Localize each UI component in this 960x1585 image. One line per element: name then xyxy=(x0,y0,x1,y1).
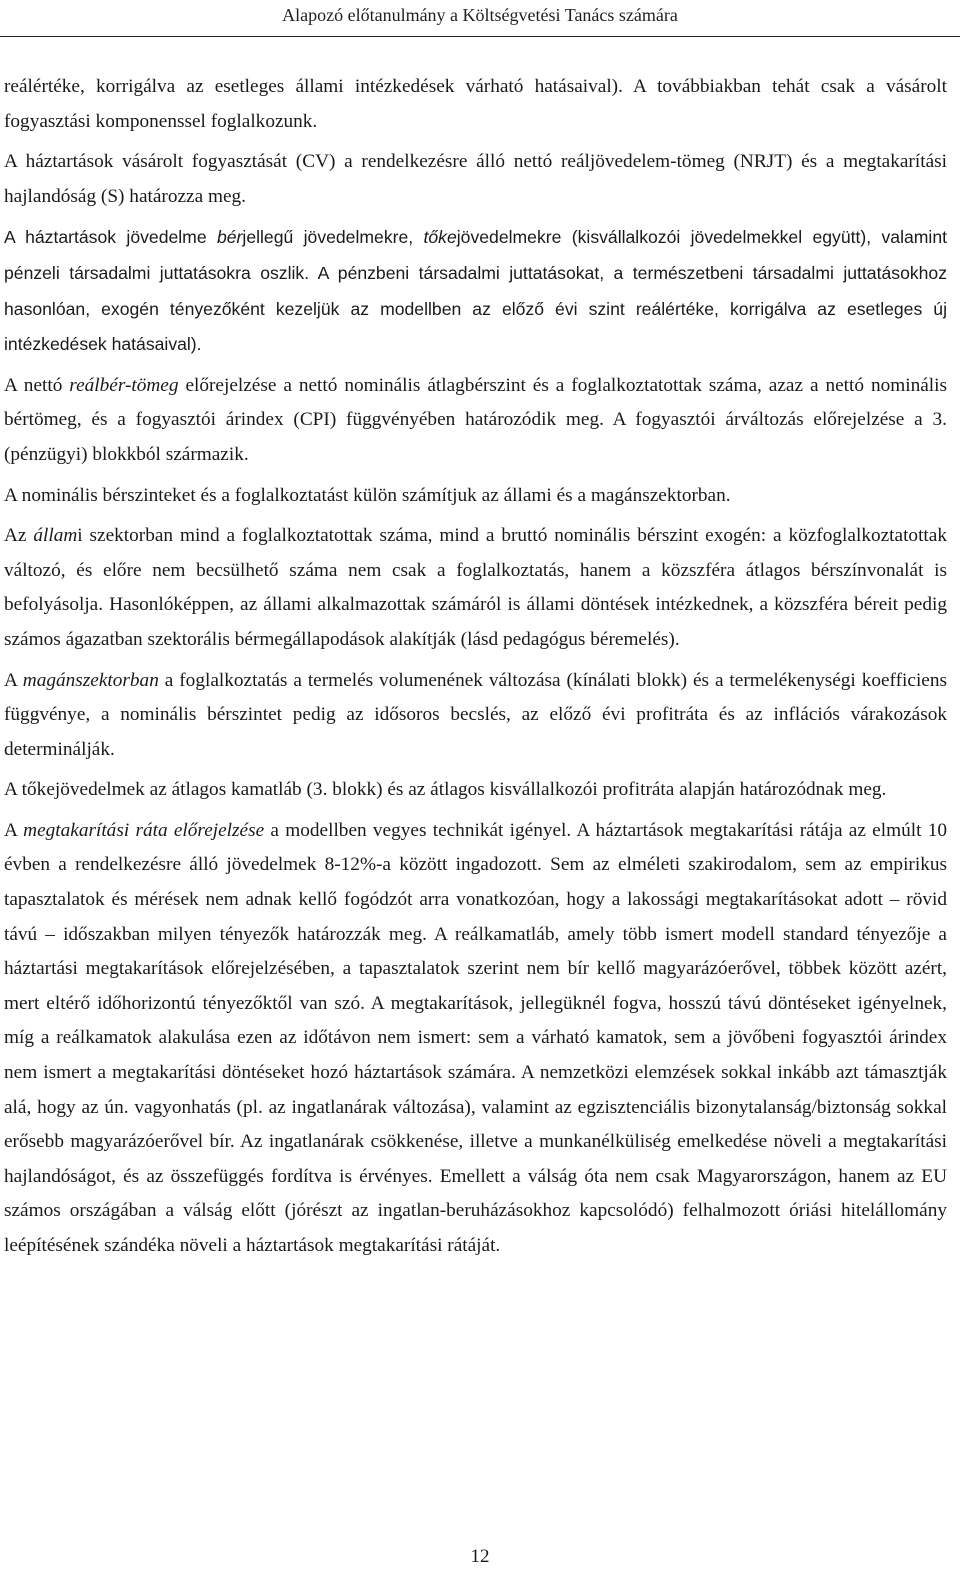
paragraph-9-emphasis: megtakarítási ráta előrejelzése xyxy=(23,819,265,841)
paragraph-7-part-c: a foglalkoztatás a termelés volumenének változása (kínálati blokk) és a termelékenységi koefficiens függvénye, a nominális bérszintet pedig az idősoros becslés, az előző évi profitráta és az inflációs várakozások determinálják. xyxy=(4,669,948,760)
paragraph-9-part-c: a modellben vegyes technikát igényel. A háztartások megtakarítási rátája az elmúlt 10 évben a rendelkezésre álló jövedelmek 8-12%-a között ingadozott. Sem az elméleti szakirodalom, sem az empirikus tapasztalatok és mérések nem adnak kellő fogódzót arra vonatkozóan, hogy a lakossági megtakarításokat adott – rövid távú – időszakban milyen tényezők határozzák meg. A reálkamatláb, amely több ismert modell standard tényezője a háztartási megtakarítások előrejelzésében, a tapasztalatok szerint nem bír kellő magyarázóerővel, többek között azért, mert eltérő időhorizontú tényezőktől van szó. A megtakarítások, jellegüknél fogva, hosszú távú döntéseket igényelnek, míg a reálkamatok alakulása ezen az időtávon nem ismert: sem a várható kamatok, sem a jövőbeni fogyasztói árindex nem ismert a megtakarítási döntéseket hozó háztartások számára. A nemzetközi elemzések sokkal inkább azt támasztják alá, hogy az ún. vagyonhatás (pl. az ingatlanárak változása), valamint az egzisztenciális bizonytalanság/biztonság sokkal erősebb magyarázóerővel bír. Az ingatlanárak csökkenése, illetve a munkanélküliség emelkedése növeli a megtakarítási hajlandóságot, és az összefüggés fordítva is érvényes. Emellett a válság óta nem csak Magyarországon, hanem az EU számos országában a válság előtt (jórészt az ingatlan-beruházásokhoz kapcsolódó) felhalmozott óriási hitelállomány leépítésének szándéka növeli a háztartások megtakarítási rátáját. xyxy=(4,819,948,1256)
paragraph-3-emphasis-toke: tőke xyxy=(423,227,457,248)
paragraph-7-emphasis: magánszektorban xyxy=(22,669,159,691)
paragraph-9 xyxy=(4,814,947,1264)
paragraph-3-emphasis-ber: bér xyxy=(216,227,243,248)
paragraph-4-part-a: A nettó xyxy=(4,374,70,396)
page-number: 12 xyxy=(470,1546,490,1567)
paragraph-6-emphasis: állam xyxy=(33,525,78,547)
paragraph-7-part-a: A xyxy=(4,669,23,691)
document-body xyxy=(4,70,947,1270)
paragraph-5: A nominális bérszinteket és a foglalkoztatást külön számítjuk az állami és a magánszektorban. xyxy=(4,484,731,506)
header-divider xyxy=(0,36,960,37)
running-header: Alapozó előtanulmány a Költségvetési Tanács számára xyxy=(282,5,678,25)
paragraph-7 xyxy=(4,664,947,768)
paragraph-6-part-c: i szektorban mind a foglalkoztatottak száma, mind a bruttó nominális bérszint exogén: a közfoglalkoztatottak változó, és előre nem becsülhető száma nem csak a foglalkoztatás, hanem a közszféra átlagos bérszínvonalát is befolyásolja. Hasonlóképpen, az állami alkalmazottak számáról is állami döntések intézkednek, a közszféra béreit pedig számos ágazatban szektorális bérmegállapodások alakítják (lásd pedagógus béremelés). xyxy=(4,525,947,650)
paragraph-4-part-c: előrejelzése a nettó nominális átlagbérszint és a foglalkoztatottak száma, azaz a nettó nominális bértömeg, és a fogyasztói árindex (CPI) függvényében határozódik meg. A fogyasztói árváltozás előrejelzése a 3. (pénzügyi) blokkból származik. xyxy=(4,374,947,465)
paragraph-3-part-f: A pénzbeni társadalmi juttatásokat, a természetbeni társadalmi juttatásokhoz hasonlóan, exogén tényezőként kezeljük az modellben az előző évi szint reálértéke, korrigálva az esetleges új intézkedések hatásaival). xyxy=(4,262,948,355)
paragraph-3-part-c: jellegű jövedelmekre, xyxy=(242,227,424,248)
paragraph-4-emphasis: reálbér-tömeg xyxy=(69,374,179,396)
paragraph-8: A tőkejövedelmek az átlagos kamatláb (3. blokk) és az átlagos kisvállalkozói profitráta alapján határozódnak meg. xyxy=(4,779,887,801)
paragraph-6-part-a: Az xyxy=(4,525,34,547)
paragraph-3 xyxy=(4,220,947,362)
paragraph-9-part-a: A xyxy=(4,819,24,841)
paragraph-3-part-e: jövedelmekre (kisvállalkozói jövedelmekkel együtt), valamint pénzeli társadalmi juttatásokra oszlik. xyxy=(4,227,947,283)
paragraph-4 xyxy=(4,369,947,473)
paragraph-1: reálértéke, korrigálva az esetleges állami intézkedések várható hatásaival). A továbbiakban tehát csak a vásárolt fogyasztási komponenssel foglalkozunk. xyxy=(4,76,947,132)
paragraph-2: A háztartások vásárolt fogyasztását (CV) a rendelkezésre álló nettó reáljövedelem-tömeg (NRJT) és a megtakarítási hajlandóság (S) határozza meg. xyxy=(4,151,947,207)
paragraph-3-part-a: A háztartások jövedelme xyxy=(4,227,217,248)
paragraph-6 xyxy=(4,519,947,657)
